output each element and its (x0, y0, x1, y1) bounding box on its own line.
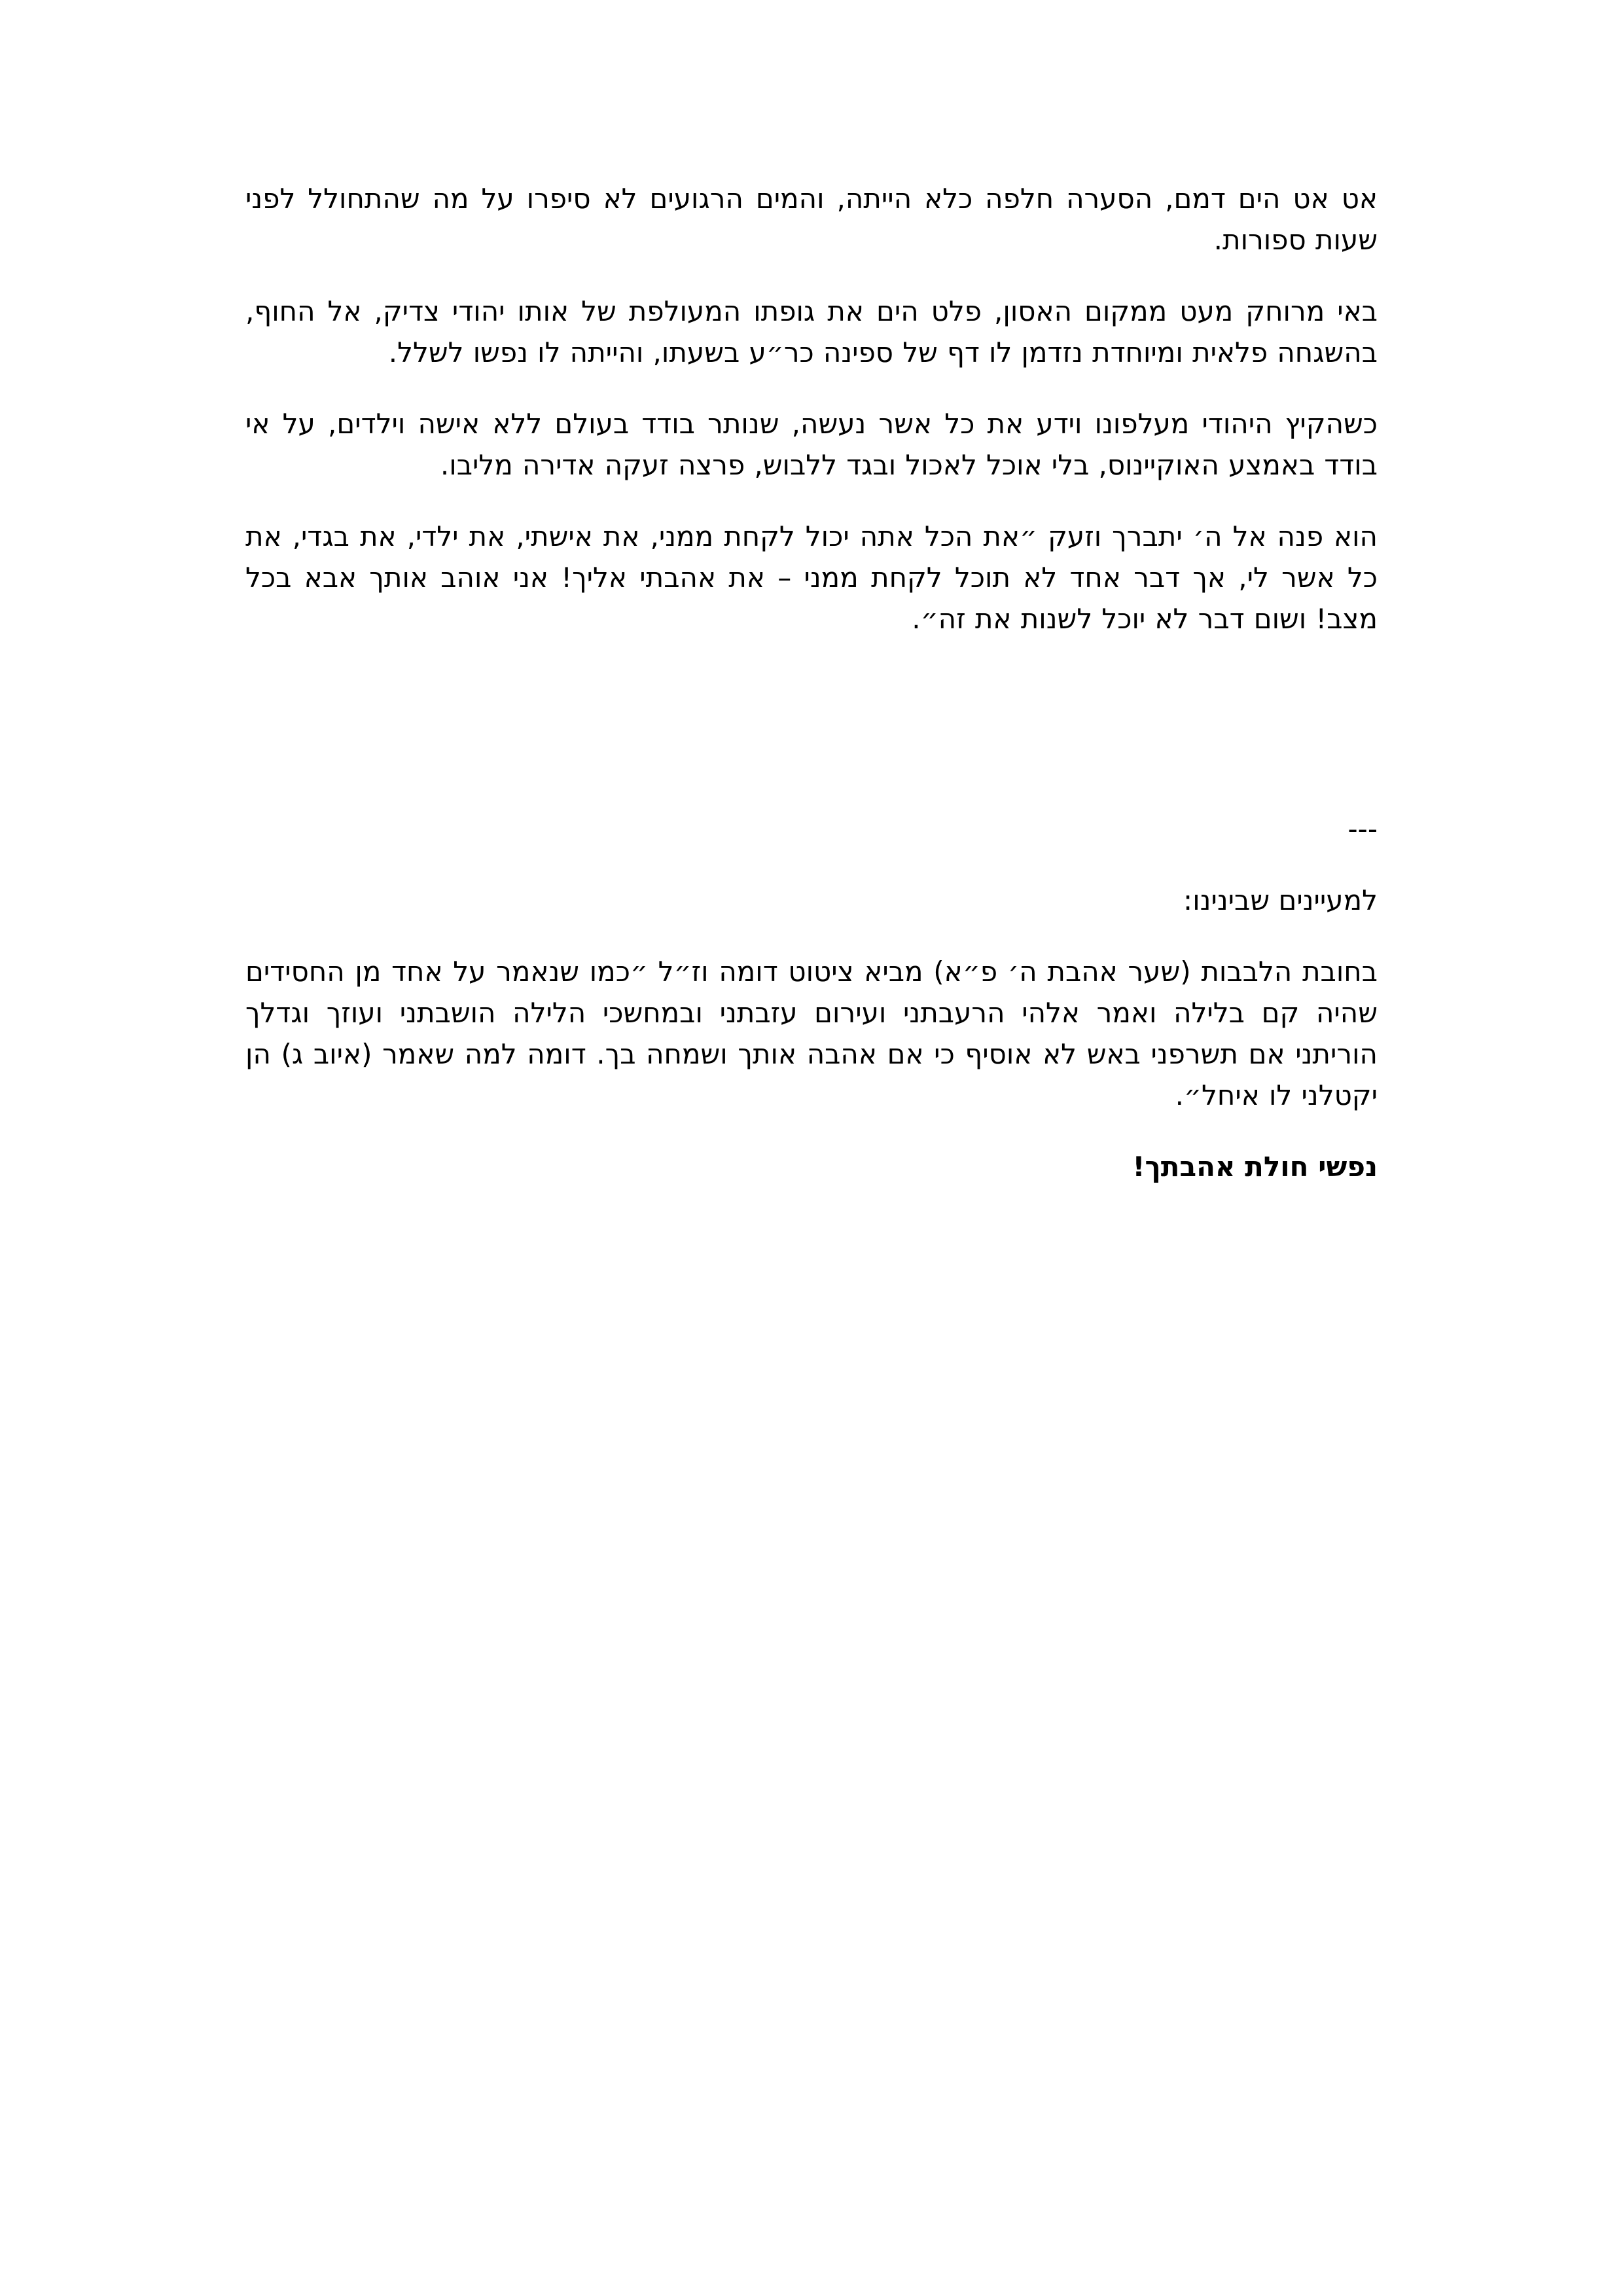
notes-section-heading: למעיינים שבינינו: (1183, 884, 1378, 916)
story-paragraph-1: אט אט הים דמם, הסערה חלפה כלא הייתה, והמים הרגועים לא סיפרו על מה שהתחולל לפני שעות ספורות. (245, 183, 1378, 256)
story-paragraph-3: כשהקיץ היהודי מעלפונו וידע את כל אשר נעשה, שנותר בודד בעולם ללא אישה וילדים, על אי בודד באמצע האוקיינוס, בלי אוכל לאכול ובגד ללבוש, פרצה זעקה אדירה מליבו. (245, 408, 1378, 481)
notes-section-paragraph: בחובת הלבבות (שער אהבת ה׳ פ״א) מביא ציטוט דומה וז״ל ״כמו שנאמר על אחד מן החסידים שהיה קם בלילה ואמר אלהי הרעבתני ועירום עזבתני ובמחשכי הלילה הושבתני ועוזך וגדלך הוריתני אם תשרפני באש לא אוסיף כי אם אהבה אותך ושמחה בך. דומה למה שאמר (איוב ג) הן יקטלני לו איחל״. (245, 956, 1378, 1111)
story-paragraph-2: באי מרוחק מעט ממקום האסון, פלט הים את גופתו המעולפת של אותו יהודי צדיק, אל החוף, בהשגחה פלאית ומיוחדת נזדמן לו דף של ספינה כר״ע בשעתו, והייתה לו נפשו לשלל. (245, 295, 1378, 368)
closing-statement: נפשי חולת אהבתך! (1132, 1151, 1378, 1183)
section-separator: --- (1347, 813, 1378, 845)
section-spacer (245, 670, 1378, 808)
document-body (245, 178, 1378, 1187)
story-paragraph-4: הוא פנה אל ה׳ יתברך וזעק ״את הכל אתה יכול לקחת ממני, את אישתי, את ילדי, את בגדי, את כל אשר לי, אך דבר אחד לא תוכל לקחת ממני – את אהבתי אליך! אני אוהב אותך אבא בכל מצב! ושום דבר לא יוכל לשנות את זה״. (245, 520, 1378, 635)
